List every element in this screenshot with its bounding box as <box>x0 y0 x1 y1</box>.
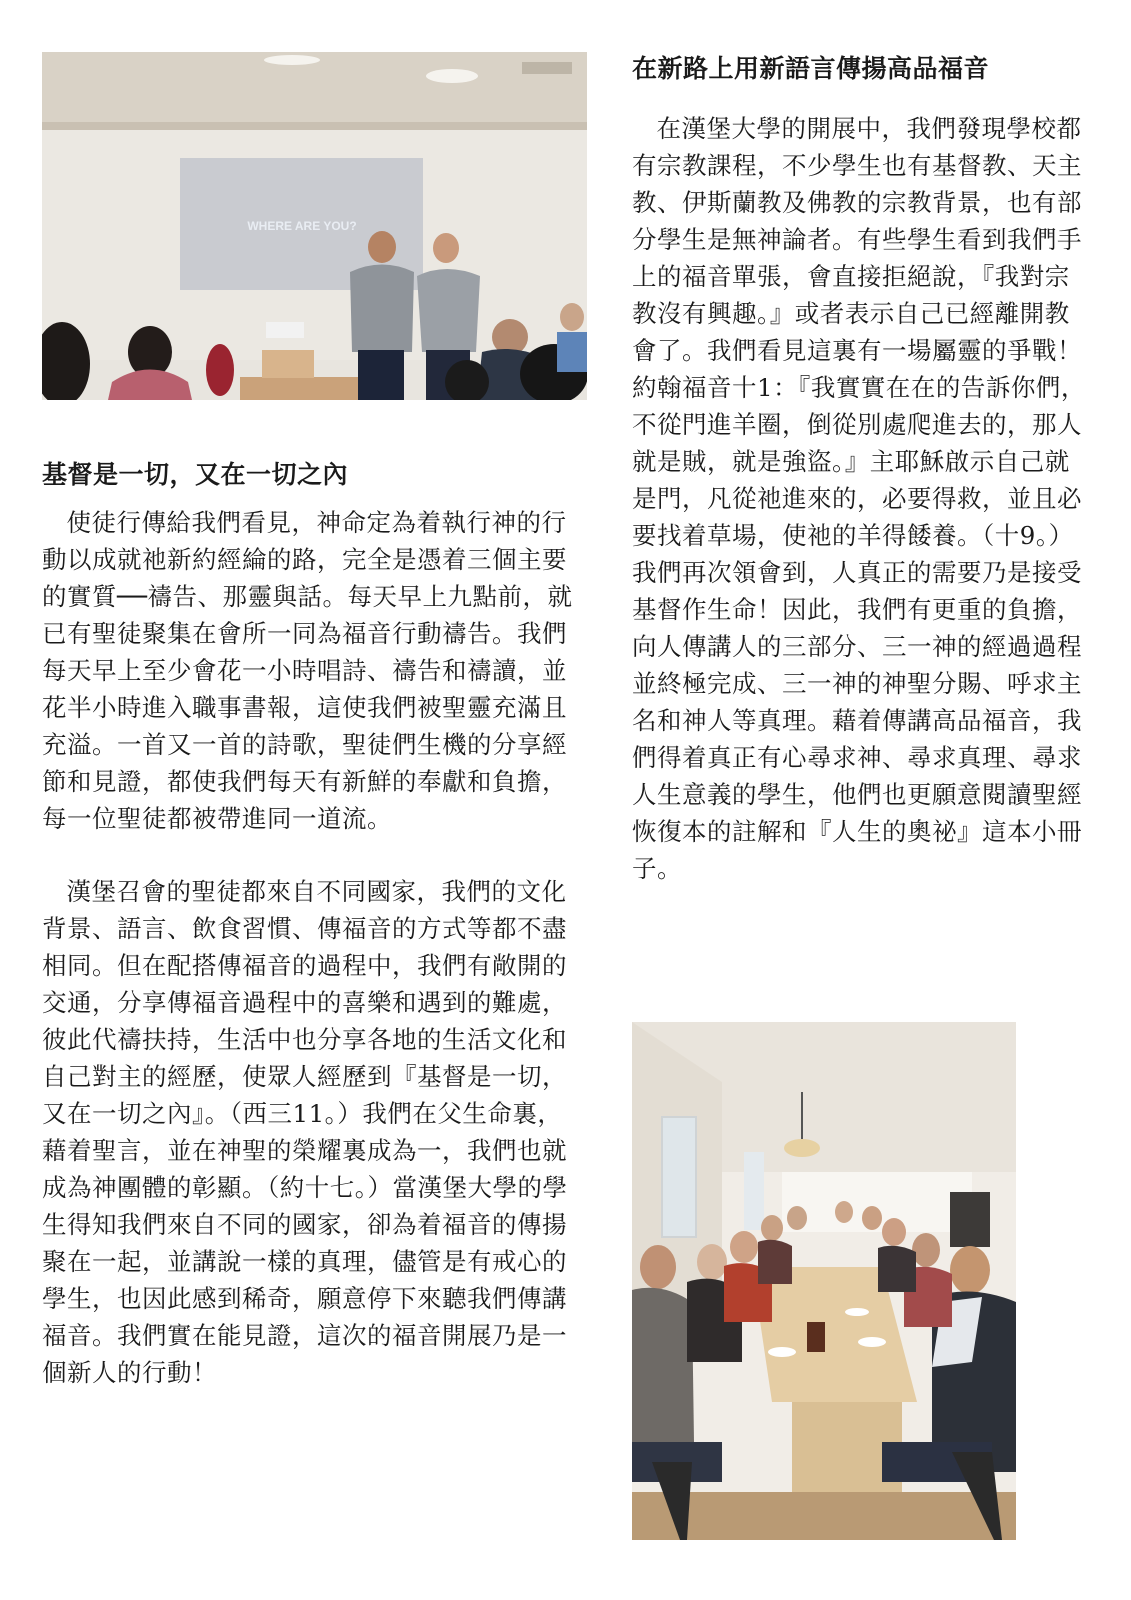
section-heading: 在新路上用新語言傳揚高品福音 <box>632 54 990 83</box>
section-heading: 基督是一切，又在一切之內 <box>42 460 349 489</box>
screen-text: WHERE ARE YOU? <box>247 219 357 233</box>
paragraph: 在漢堡大學的開展中，我們發現學校都有宗教課程，不少學生也有基督教、天主教、伊斯蘭教及佛教的宗教背景，也有部分學生是無神論者。有些學生看到我們手上的福音單張，會直接拒絕說，『我對宗教沒有興趣。』或者表示自己已經離開教會了。我們看見這裏有一場屬靈的爭戰！約翰福音十1：『我實實在在的告訴你們，不從門進羊圈，倒從別處爬進去的，那人就是賊，就是強盜。』主耶穌啟示自己就是門，凡從祂進來的，必要得救，並且必要找着草場，使祂的羊得餧養。（十9。）我們再次領會到，人真正的需要乃是接受基督作生命！因此，我們有更重的負擔，向人傳講人的三部分、三一神的經過過程並終極完成、三一神的神聖分賜、呼求主名和神人等真理。藉着傳講高品福音，我們得着真正有心尋求神、尋求真理、尋求人生意義的學生，他們也更願意閱讀聖經恢復本的註解和『人生的奧祕』這本小冊子。 <box>632 114 1086 883</box>
left-column <box>42 52 587 1391</box>
right-column <box>632 52 1087 887</box>
dinner-gathering-photo <box>632 1022 1016 1540</box>
paragraph: 漢堡召會的聖徒都來自不同國家，我們的文化背景、語言、飲食習慣、傳福音的方式等都不盡相同。但在配搭傳福音的過程中，我們有敞開的交通，分享傳福音過程中的喜樂和遇到的難處，彼此代禱扶持，生活中也分享各地的生活文化和自己對主的經歷，使眾人經歷到『基督是一切，又在一切之內』。（西三11。）我們在父生命裏，藉着聖言，並在神聖的榮耀裏成為一，我們也就成為神團體的彰顯。（約十七。）當漢堡大學的學生得知我們來自不同的國家，卻為着福音的傳揚聚在一起，並講說一樣的真理，儘管是有戒心的學生，也因此感到稀奇，願意停下來聽我們傳講福音。我們實在能見證，這次的福音開展乃是一個新人的行動！ <box>42 877 568 1387</box>
lecture-photo <box>42 52 587 400</box>
paragraph: 使徒行傳給我們看見，神命定為着執行神的行動以成就祂新約經綸的路，完全是憑着三個主要的實質──禱告、那靈與話。每天早上九點前，就已有聖徒聚集在會所一同為福音行動禱告。我們每天早上至少會花一小時唱詩、禱告和禱讀，並花半小時進入職事書報，這使我們被聖靈充滿且充溢。一首又一首的詩歌，聖徒們生機的分享經節和見證，都使我們每天有新鮮的奉獻和負擔，每一位聖徒都被帶進同一道流。 <box>42 508 573 833</box>
